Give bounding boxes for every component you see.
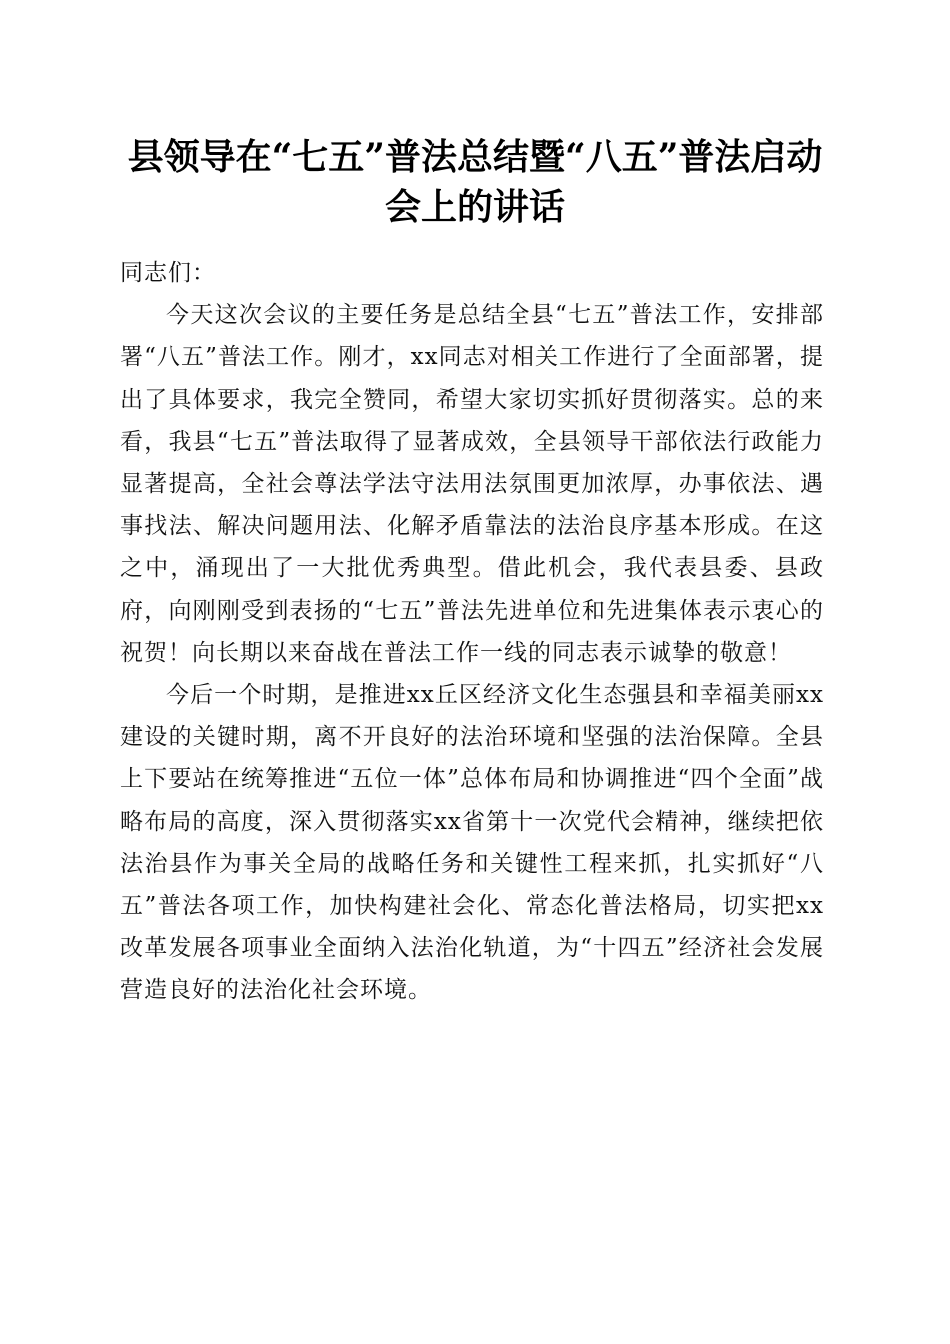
paragraph-1: 今天这次会议的主要任务是总结全县“七五”普法工作，安排部署“八五”普法工作。刚才，xx同志对相关工作进行了全面部署，提出了具体要求，我完全赞同，希望大家切实抓好贯彻落实。总的来看，我县“七五”普法取得了显著成效，全县领导干部依法行政能力显著提高，全社会尊法学法守法用法氛围更加浓厚，办事依法、遇事找法、解决问题用法、化解矛盾靠法的法治良序基本形成。在这之中，涌现出了一大批优秀典型。借此机会，我代表县委、县政府，向刚刚受到表扬的“七五”普法先进单位和先进集体表示衷心的祝贺！向长期以来奋战在普法工作一线的同志表示诚挚的敬意！ [120,302,824,666]
salutation: 同志们： [120,260,216,286]
paragraph-2: 今后一个时期，是推进xx丘区经济文化生态强县和幸福美丽xx建设的关键时期，离不开良好的法治环境和坚强的法治保障。全县上下要站在统筹推进“五位一体”总体布局和协调推进“四个全面”战略布局的高度，深入贯彻落实xx省第十一次党代会精神，继续把依法治县作为事关全局的战略任务和关键性工程来抓，扎实抓好“八五”普法各项工作，加快构建社会化、常态化普法格局，切实把xx改革发展各项事业全面纳入法治化轨道，为“十四五”经济社会发展营造良好的法治化社会环境。 [120,682,824,1004]
document-body [120,252,824,1012]
document-title: 县领导在“七五”普法总结暨“八五”普法启动会上的讲话 [127,136,823,228]
